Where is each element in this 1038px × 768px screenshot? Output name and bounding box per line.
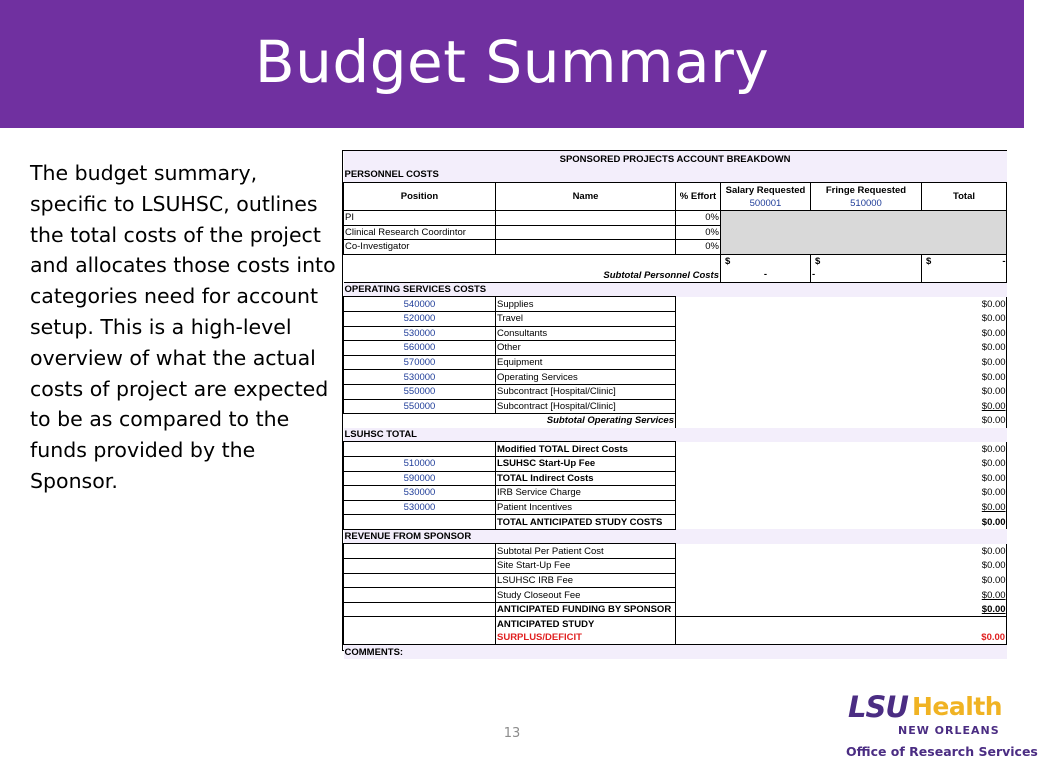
personnel-heading: PERSONNEL COSTS bbox=[344, 169, 439, 180]
operating-row bbox=[344, 370, 1007, 385]
salary-subtotal bbox=[721, 254, 811, 282]
account-code: 520000 bbox=[344, 311, 496, 326]
total-subtotal-dash: - bbox=[1002, 255, 1006, 267]
lsuhsc-heading: LSUHSC TOTAL bbox=[344, 429, 417, 441]
amount: $0.00 bbox=[676, 588, 1007, 603]
amount: $0.00 bbox=[676, 399, 1007, 414]
direct-costs-label: Modified TOTAL Direct Costs bbox=[496, 442, 676, 457]
line-item: Supplies bbox=[496, 297, 676, 312]
lsuhsc-row bbox=[344, 471, 1007, 486]
revenue-row bbox=[344, 573, 1007, 588]
line-item: Operating Services bbox=[496, 370, 676, 385]
page-number: 13 bbox=[503, 726, 521, 741]
operating-row bbox=[344, 326, 1007, 341]
amount: $0.00 bbox=[676, 384, 1007, 399]
lsuhsc-row bbox=[344, 456, 1007, 471]
col-fringe bbox=[811, 183, 922, 211]
lsuhsc-row bbox=[344, 500, 1007, 515]
name-cell[interactable] bbox=[496, 225, 676, 240]
amount: $0.00 bbox=[676, 573, 1007, 588]
amount: $0.00 bbox=[676, 341, 1007, 356]
name-cell[interactable] bbox=[496, 211, 676, 226]
amount: $0.00 bbox=[676, 355, 1007, 370]
surplus-deficit-amount: $0.00 bbox=[676, 617, 1007, 645]
line-item: TOTAL Indirect Costs bbox=[496, 471, 676, 486]
salary-subtotal-dash: - bbox=[763, 268, 768, 280]
total-subtotal bbox=[922, 254, 1007, 282]
lsu-health-logo bbox=[846, 690, 1038, 762]
line-item: Site Start-Up Fee bbox=[496, 559, 676, 574]
fringe-subtotal-dash: - bbox=[812, 268, 816, 280]
amount: $0.00 bbox=[676, 486, 1007, 501]
name-cell[interactable] bbox=[496, 240, 676, 255]
comments-label: COMMENTS: bbox=[344, 646, 404, 658]
total-study-costs-amount: $0.00 bbox=[676, 515, 1007, 530]
col-salary-label: Salary Requested bbox=[725, 184, 806, 196]
amount: $0.00 bbox=[676, 500, 1007, 515]
col-total: Total bbox=[922, 183, 1007, 211]
personnel-gray-area bbox=[721, 211, 1007, 255]
operating-subtotal-label: Subtotal Operating Services bbox=[546, 415, 674, 427]
position-cell[interactable]: Co-Investigator bbox=[344, 240, 496, 255]
effort-cell[interactable]: 0% bbox=[676, 225, 721, 240]
amount: $0.00 bbox=[676, 370, 1007, 385]
line-item: Other bbox=[496, 341, 676, 356]
col-effort: % Effort bbox=[676, 183, 721, 211]
comments-field[interactable] bbox=[344, 659, 1007, 673]
amount: $0.00 bbox=[676, 456, 1007, 471]
account-code: 530000 bbox=[344, 370, 496, 385]
line-item: LSUHSC Start-Up Fee bbox=[496, 456, 676, 471]
surplus-label-line1: ANTICIPATED STUDY bbox=[497, 618, 595, 630]
lsuhsc-row bbox=[344, 486, 1007, 501]
revenue-heading: REVENUE FROM SPONSOR bbox=[344, 531, 472, 543]
col-fringe-label: Fringe Requested bbox=[825, 184, 907, 196]
sheet-title: SPONSORED PROJECTS ACCOUNT BREAKDOWN bbox=[559, 153, 791, 165]
revenue-row bbox=[344, 588, 1007, 603]
effort-cell[interactable]: 0% bbox=[676, 211, 721, 226]
budget-table bbox=[343, 151, 1007, 673]
col-position: Position bbox=[344, 183, 496, 211]
account-code: 530000 bbox=[344, 326, 496, 341]
line-item: Subtotal Per Patient Cost bbox=[496, 544, 676, 559]
personnel-subtotal-label: Subtotal Personnel Costs bbox=[344, 254, 721, 282]
line-item: Consultants bbox=[496, 326, 676, 341]
col-salary bbox=[721, 183, 811, 211]
fringe-subtotal bbox=[811, 254, 922, 282]
operating-row bbox=[344, 297, 1007, 312]
slide-title: Budget Summary bbox=[254, 28, 770, 96]
amount: $0.00 bbox=[676, 471, 1007, 486]
operating-row bbox=[344, 341, 1007, 356]
line-item: Study Closeout Fee bbox=[496, 588, 676, 603]
line-item: Subcontract [Hospital/Clinic] bbox=[496, 399, 676, 414]
operating-heading: OPERATING SERVICES COSTS bbox=[344, 282, 1007, 297]
total-subtotal-currency: $ bbox=[926, 255, 932, 267]
col-fringe-code: 510000 bbox=[850, 197, 882, 209]
intro-text: The budget summary, specific to LSUHSC, outlines the total costs of the project and allocates those costs into categories need for account setup. This is a high-level overview of what the actual costs of project are expected to be as compared to the funds provided by the Sponsor. bbox=[30, 161, 336, 493]
operating-subtotal-amount: $0.00 bbox=[676, 414, 1007, 428]
budget-spreadsheet bbox=[342, 150, 1007, 658]
logo-health-text: Health bbox=[912, 692, 1003, 721]
amount: $0.00 bbox=[676, 326, 1007, 341]
amount: $0.00 bbox=[676, 559, 1007, 574]
logo-office-text: Office of Research Services bbox=[846, 744, 1038, 759]
position-cell[interactable]: PI bbox=[344, 211, 496, 226]
amount: $0.00 bbox=[676, 297, 1007, 312]
fringe-subtotal-currency: $ bbox=[815, 255, 821, 267]
logo-lsu-text: LSU bbox=[848, 690, 908, 724]
position-cell[interactable]: Clinical Research Coordintor bbox=[344, 225, 496, 240]
funding-label: ANTICIPATED FUNDING BY SPONSOR bbox=[496, 602, 676, 617]
revenue-row bbox=[344, 544, 1007, 559]
surplus-deficit-label bbox=[496, 617, 676, 645]
amount: $0.00 bbox=[676, 311, 1007, 326]
surplus-label-line2: SURPLUS/DEFICIT bbox=[497, 631, 582, 643]
line-item: Equipment bbox=[496, 355, 676, 370]
effort-cell[interactable]: 0% bbox=[676, 240, 721, 255]
personnel-row bbox=[344, 211, 1007, 226]
funding-amount: $0.00 bbox=[676, 602, 1007, 617]
account-code: 570000 bbox=[344, 355, 496, 370]
salary-subtotal-currency: $ bbox=[725, 255, 731, 267]
line-item: LSUHSC IRB Fee bbox=[496, 573, 676, 588]
logo-location-text: NEW ORLEANS bbox=[898, 724, 1000, 737]
account-code: 530000 bbox=[344, 500, 496, 515]
col-salary-code: 500001 bbox=[749, 197, 782, 209]
account-code: 530000 bbox=[344, 486, 496, 501]
account-code: 590000 bbox=[344, 471, 496, 486]
operating-row bbox=[344, 384, 1007, 399]
line-item: IRB Service Charge bbox=[496, 486, 676, 501]
line-item: Patient Incentives bbox=[496, 500, 676, 515]
col-name: Name bbox=[496, 183, 676, 211]
account-code: 550000 bbox=[344, 399, 496, 414]
operating-row bbox=[344, 355, 1007, 370]
account-code: 560000 bbox=[344, 341, 496, 356]
total-study-costs-label: TOTAL ANTICIPATED STUDY COSTS bbox=[496, 515, 676, 530]
line-item: Subcontract [Hospital/Clinic] bbox=[496, 384, 676, 399]
direct-costs-amount: $0.00 bbox=[676, 442, 1007, 457]
revenue-row bbox=[344, 559, 1007, 574]
account-code: 540000 bbox=[344, 297, 496, 312]
account-code: 510000 bbox=[344, 456, 496, 471]
line-item: Travel bbox=[496, 311, 676, 326]
operating-row bbox=[344, 399, 1007, 414]
account-code: 550000 bbox=[344, 384, 496, 399]
operating-row bbox=[344, 311, 1007, 326]
amount: $0.00 bbox=[676, 544, 1007, 559]
